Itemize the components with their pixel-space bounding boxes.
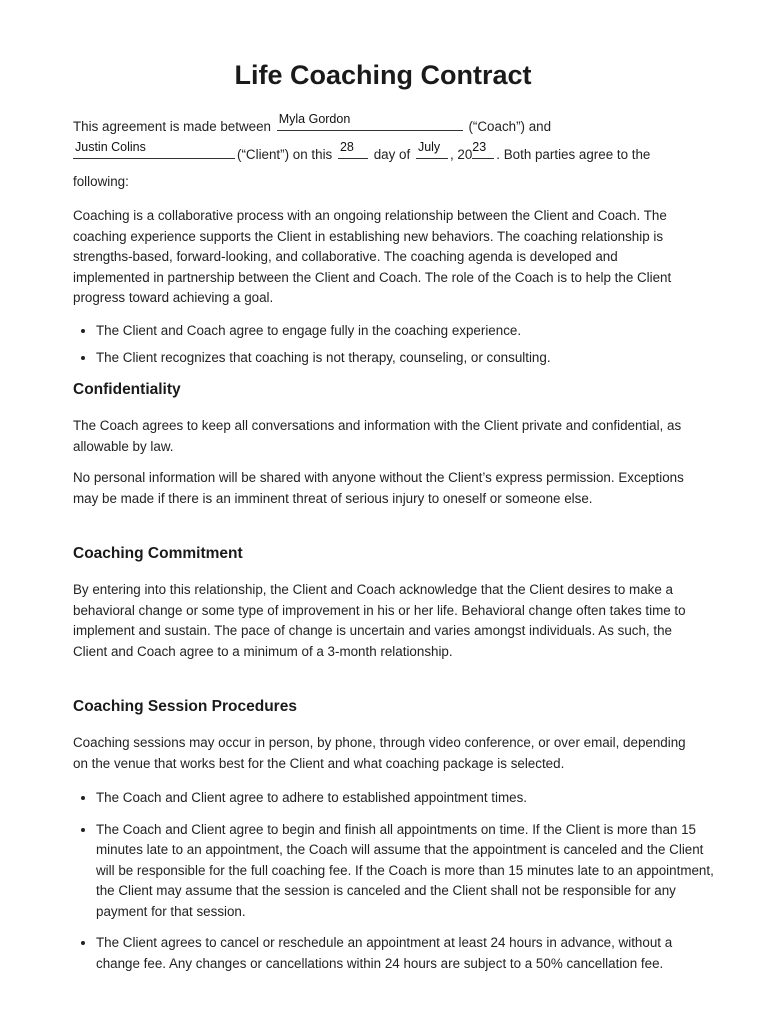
procedures-list — [73, 788, 716, 974]
year-value: 23 — [472, 140, 487, 154]
overview-paragraph: Coaching is a collaborative process with an ongoing relationship between the Client and Coach. The coaching experience supports the Client in establishing new behaviors. The coaching relationship is strengths-based, forward-looking, and collaborative. The coaching agenda is developed and implemented in partnership between the Client and Coach. The role of the Coach is to help the Client progress toward achieving a goal. — [73, 208, 672, 305]
list-item: • The Client agrees to cancel or reschedule an appointment at least 24 hours in advance, without a change fee. Any changes or cancellations within 24 hours are subject to a 50% cancellation fee. — [96, 933, 716, 974]
list-item: • The Client recognizes that coaching is not therapy, counseling, or consulting. — [96, 348, 716, 369]
intro-text: This agreement is made between — [73, 119, 271, 134]
section-heading-procedures: Coaching Session Procedures — [73, 698, 297, 715]
confidentiality-paragraph-1: The Coach agrees to keep all conversations and information with the Client private and confidential, as allowable by law. — [73, 418, 682, 454]
client-name-field[interactable] — [73, 140, 235, 159]
coach-name-field[interactable] — [277, 112, 463, 131]
intro-text: (“Coach”) and — [468, 119, 552, 134]
year-field[interactable] — [472, 140, 494, 159]
page-title: Life Coaching Contract — [234, 60, 532, 90]
intro-text: , 20 — [449, 147, 473, 162]
coach-name-value: Myla Gordon — [278, 112, 351, 126]
list-item: • The Coach and Client agree to adhere to established appointment times. — [96, 788, 716, 809]
overview-list — [73, 321, 716, 368]
intro-text: day of — [373, 147, 411, 162]
client-name-value: Justin Colins — [75, 140, 146, 154]
confidentiality-paragraph-2: No personal information will be shared with anyone without the Client’s express permission. Exceptions may be made if there is an imminent threat of serious injury to oneself or someone else. — [73, 470, 684, 506]
day-field[interactable] — [338, 140, 368, 159]
commitment-paragraph: By entering into this relationship, the Client and Coach acknowledge that the Client desires to make a behavioral change or some type of improvement in his or her life. Behavioral change often takes time to implement and sustain. The pace of change is uncertain and varies amongst individuals. As such, the Client and Coach agree to a minimum of a 3-month relationship. — [73, 582, 686, 659]
intro-line-3: following: — [73, 174, 129, 189]
procedures-paragraph: Coaching sessions may occur in person, by phone, through video conference, or over email, depending on the venue that works best for the Client and what coaching package is selected. — [73, 735, 686, 771]
month-value: July — [417, 140, 441, 154]
intro-line-2 — [73, 140, 651, 165]
section-heading-confidentiality: Confidentiality — [73, 381, 181, 398]
day-value: 28 — [339, 140, 354, 154]
list-item: • The Coach and Client agree to begin and finish all appointments on time. If the Client is more than 15 minutes late to an appointment, the Coach will assume that the appointment is canceled and the Client will be responsible for the full coaching fee. If the Coach is more than 15 minutes late to an appointment, the Client may assume that the session is canceled and the Client shall not be responsible for any payment for that session. — [96, 820, 716, 923]
intro-text: (“Client”) on this — [237, 147, 333, 162]
intro-line-1 — [73, 112, 552, 137]
list-item: • The Client and Coach agree to engage fully in the coaching experience. — [96, 321, 716, 342]
month-field[interactable] — [416, 140, 448, 159]
section-heading-commitment: Coaching Commitment — [73, 545, 243, 562]
intro-text: . Both parties agree to the — [496, 147, 651, 162]
